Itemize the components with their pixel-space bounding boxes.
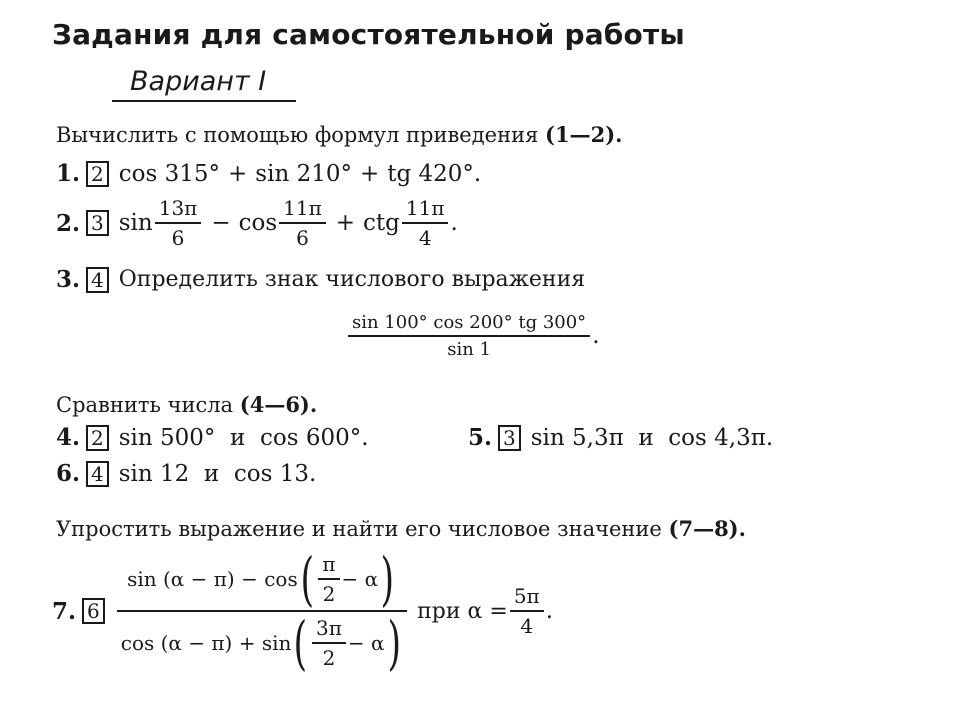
task-7-number: 7. [52,597,77,625]
task-7-condition: при α = [417,598,508,624]
task-1-points-box: 2 [86,161,109,187]
task-3-expression [346,312,600,360]
page-title: Задания для самостоятельной работы [52,18,685,51]
task-2-fraction-3 [404,196,447,250]
fraction-numerator: π [322,552,336,576]
paren-close: ) [387,609,401,677]
section-1-range: (1—2). [545,122,623,147]
section-2-text: Сравнить числа [56,393,234,417]
task-7-end: . [545,598,554,624]
task-6-expr: sin 12 и cos 13. [118,460,317,487]
paren-open: ( [293,609,308,677]
task-7-bot-b: − α [347,631,385,655]
task-7-numerator [125,545,399,613]
task-2-fraction-2 [281,196,324,250]
fraction-numerator: sin 100° cos 200° tg 300° [352,312,587,333]
section-heading-1 [56,122,622,147]
task-2-op-1: − [211,210,231,236]
fraction-denominator: 2 [312,642,346,670]
task-6 [56,460,316,487]
task-5 [468,424,773,451]
task-1-op-1: + [228,160,248,187]
task-6-number: 6. [56,460,81,487]
task-1-number: 1. [56,160,81,187]
task-2-sin: sin [118,210,153,236]
fraction-denominator: 6 [279,222,326,250]
task-5-number: 5. [468,424,493,451]
task-3-end: . [592,323,600,349]
fraction-denominator: 4 [510,610,544,638]
task-7-points-box: 6 [82,598,105,624]
task-2-ctg: ctg [363,210,400,236]
fraction-denominator: 4 [402,222,449,250]
task-7 [52,545,554,677]
section-2-range: (4—6). [239,392,318,417]
fraction-numerator: 3π [316,616,342,640]
task-2-end: . [450,210,458,236]
fraction-denominator: 2 [318,578,339,606]
task-3 [56,266,585,293]
task-4-points-box: 2 [86,425,109,451]
task-7-bot-fraction [314,616,344,670]
section-heading-3 [56,516,746,541]
task-4-expr: sin 500° и cos 600°. [118,424,369,451]
task-7-denominator [117,609,407,677]
task-5-points-box: 3 [498,425,521,451]
fraction-numerator: 11π [405,196,445,220]
fraction-denominator: sin 1 [348,335,590,360]
task-7-main-fraction [119,545,405,677]
paren-open: ( [300,545,314,613]
task-2-number: 2. [56,209,81,237]
paren-close: ) [380,545,395,613]
task-7-bot-a: cos (α − π) + sin [120,631,292,655]
task-5-expr: sin 5,3π и cos 4,3π. [530,424,774,451]
task-3-fraction [350,312,588,360]
task-2 [56,196,458,250]
task-4-number: 4. [56,424,81,451]
task-7-value-fraction [512,584,542,638]
task-1-term-2: sin 210° [255,160,352,187]
section-1-text: Вычислить с помощью формул приведения [56,123,539,147]
variant-label: Вариант I [130,66,267,97]
task-4 [56,424,369,451]
section-heading-2 [56,392,317,417]
fraction-denominator: 6 [155,222,202,250]
fraction-numerator: 5π [513,584,540,608]
task-6-points-box: 4 [86,461,109,487]
task-1-op-2: + [359,160,380,187]
task-3-text: Определить знак числового выражения [118,267,586,292]
task-1 [56,160,481,187]
task-3-points-box: 4 [86,267,109,293]
task-7-top-a: sin (α − π) − cos [127,567,298,591]
variant-underline [112,100,296,102]
task-7-top-b: − α [341,567,379,591]
fraction-numerator: 13π [158,196,198,220]
section-3-text: Упростить выражение и найти его числовое значение [56,517,662,541]
task-2-cos: cos [238,210,278,236]
task-2-points-box: 3 [86,210,109,236]
task-1-term-1: cos 315° [118,160,220,187]
fraction-numerator: 11π [283,196,322,220]
task-7-top-fraction [320,552,337,606]
task-2-fraction-1 [157,196,200,250]
task-1-term-3: tg 420°. [387,160,482,187]
task-3-number: 3. [56,266,81,293]
task-2-op-2: + [335,210,356,236]
section-3-range: (7—8). [668,516,746,541]
